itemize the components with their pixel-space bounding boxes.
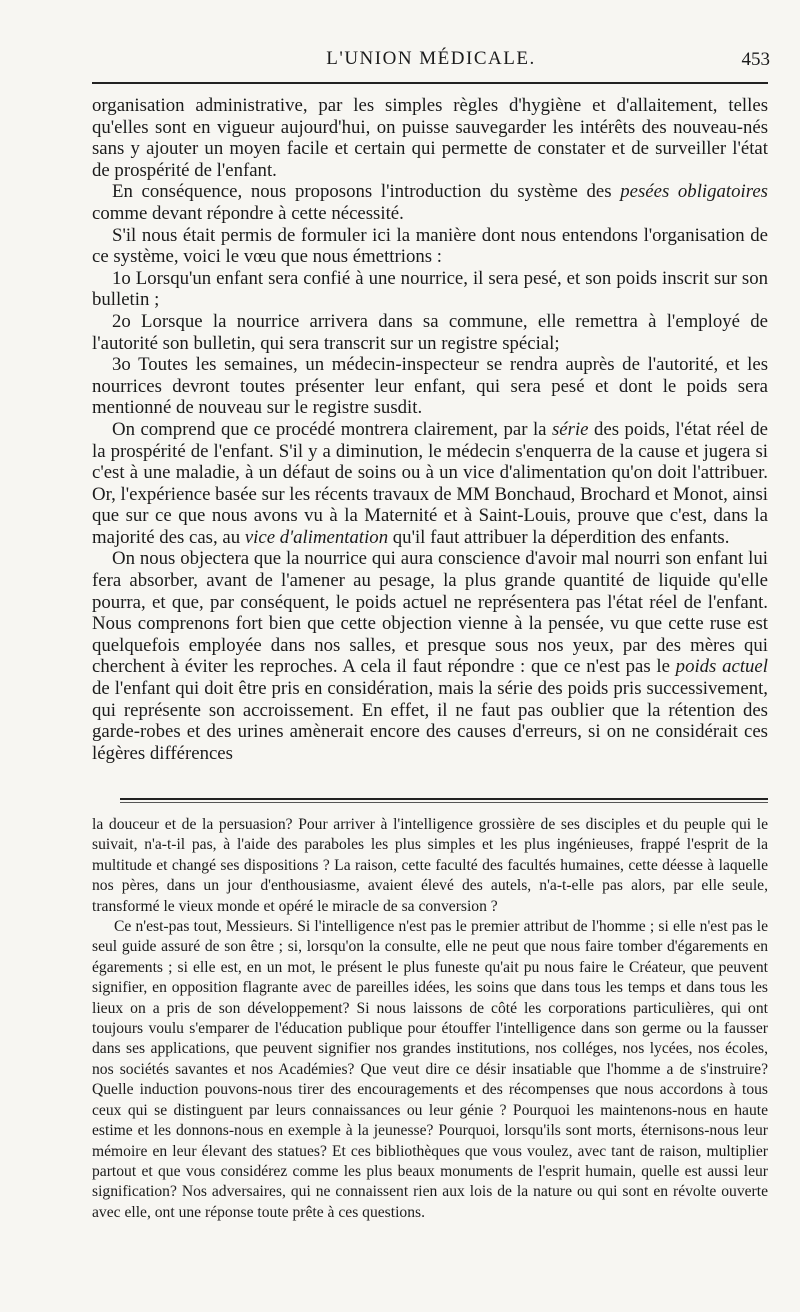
paragraph xyxy=(92,181,768,224)
paragraph: S'il nous était permis de formuler ici la manière dont nous entendons l'organisation de ce système, voici le vœu que nous émettrions : xyxy=(92,224,768,268)
paragraph: organisation administrative, par les simples règles d'hygiène et d'allaitement, telles qu'elles sont en vigueur aujourd'hui, on puisse sauvegarder les intérêts des nouveau-nés sans y ajouter un moyen facile et certain qui permette de constater et de surveiller l'état de prospérité de l'enfant. xyxy=(92,95,768,181)
italic-term: série xyxy=(552,418,589,440)
list-item: 3o Toutes les semaines, un médecin-inspecteur se rendra auprès de l'autorité, et les nourrices devront toutes présenter leur enfant, qui sera pesé et dont le poids sera mentionné de nouveau sur le registre susdit. xyxy=(92,354,768,419)
text-run: des poids, l'état réel de la prospérité de l'enfant. S'il y a diminution, le médecin s'enquerra de la cause et jugera si c'est à une maladie, à un défaut de soins ou à un vice d'alimentation qu'on doit l'attribuer. Or, l'expérience basée sur les récents travaux de MM Bonchaud, Brochard et Monot, ainsi que sur ce que nous avons vu à la Maternité et à Saint-Louis, prouve que c'est, dans la majorité des cas, au xyxy=(92,418,768,548)
paragraph xyxy=(92,419,768,549)
italic-term: pesées obligatoires xyxy=(620,181,768,203)
text-run: qu'il faut attribuer la déperdition des enfants. xyxy=(388,526,730,548)
text-run: On comprend que ce procédé montrera clairement, par la xyxy=(112,418,552,440)
main-text xyxy=(92,95,768,764)
running-title: L'UNION MÉDICALE. xyxy=(326,48,536,69)
text-run: de l'enfant qui doit être pris en considération, mais la série des poids pris successivement, qui représente son accroissement. En effet, il ne faut pas oublier que la rétention des garde-robes et des urines amènerait encore des causes d'erreurs, si on ne considérait ces légères différences xyxy=(92,678,768,764)
italic-term: vice d'alimentation xyxy=(244,526,389,548)
list-item: 1o Lorsqu'un enfant sera confié à une nourrice, il sera pesé, et son poids inscrit sur son bulletin ; xyxy=(92,267,768,311)
page-number: 453 xyxy=(741,49,770,70)
text-run: En conséquence, nous proposons l'introduction du système des xyxy=(112,181,621,203)
list-item: 2o Lorsque la nourrice arrivera dans sa commune, elle remettra à l'employé de l'autorité son bulletin, qui sera transcrit sur un registre spécial; xyxy=(92,310,768,354)
text-run: On nous objectera que la nourrice qui aura conscience d'avoir mal nourri son enfant lui fera absorber, avant de l'amener au pesage, la plus grande quantité de liquide qu'elle pourra, et que, par conséquent, le poids actuel ne représentera pas l'état réel de l'enfant. Nous comprenons fort bien que cette objection vienne à la pensée, vu que cette ruse est quelquefois employée dans nos salles, et presque sous nos yeux, par des mères qui cherchent à éviter les reproches. A cela il faut répondre : que ce n'est pas le xyxy=(92,548,768,678)
text-run: comme devant répondre à cette nécessité. xyxy=(92,202,404,224)
header-rule xyxy=(92,82,768,84)
footnote-separator xyxy=(120,798,768,803)
paragraph xyxy=(92,548,768,764)
page-header xyxy=(92,48,770,78)
footnote-paragraph: Ce n'est-pas tout, Messieurs. Si l'intelligence n'est pas le premier attribut de l'homme ; si elle n'est pas le seul guide assuré de son être ; si, lorsqu'on la consulte, elle ne peut que nous faire tomber d'égarements en égarements ; si elle est, en un mot, le présent le plus funeste qu'ait pu nous faire le Créateur, que peuvent signifier, en opposition flagrante avec de pareilles idées, les soins que dans tous les temps et dans tous les lieux on a pris de son développement? Si nous laissons de côté les corporations particulières, qui ont toujours voulu s'emparer de l'éducation publique pour étouffer l'intelligence dans son germe ou la fausser dans ses applications, que peuvent signifier nos grandes institutions, nos colléges, nos lycées, nos écoles, nos sociétés savantes et nos Académies? Que veut dire ce désir insatiable que l'homme a de s'instruire? Quelle induction pouvons-nous tirer des encouragements et des récompenses que nous accordons à tous ceux qui se distinguent par leurs connaissances ou leur génie ? Pourquoi les maintenons-nous en haute estime et les donnons-nous en exemple à la jeunesse? Pourquoi, lorsqu'ils sont morts, éternisons-nous leur mémoire en leur élevant des statues? Et ces bibliothèques que vous voulez, avec tant de raison, multiplier partout et que vous considérez comme les plus beaux monuments de l'esprit humain, quelle est aussi leur signification? Nos adversaires, qui ne connaissent rien aux lois de la nature ou qui sont en révolte ouverte avec elle, ont une réponse toute prête à ces questions. xyxy=(92,918,768,1221)
footnote-paragraph: la douceur et de la persuasion? Pour arriver à l'intelligence grossière de ses disciples et du peuple qui le suivait, n'a-t-il pas, à l'aide des paraboles les plus simples et les plus ingénieuses, frappé l'esprit de la multitude et changé ses dispositions ? La raison, cette faculté des facultés humaines, cette déesse à laquelle nos pères, dans un jour d'enthousiasme, avaient élevé des autels, n'a-t-elle pas alors, par elle seule, transformé le vieux monde et opéré le miracle de sa conversion ? xyxy=(92,816,768,915)
footnote-text xyxy=(92,815,768,1223)
italic-term: poids actuel xyxy=(675,656,768,678)
